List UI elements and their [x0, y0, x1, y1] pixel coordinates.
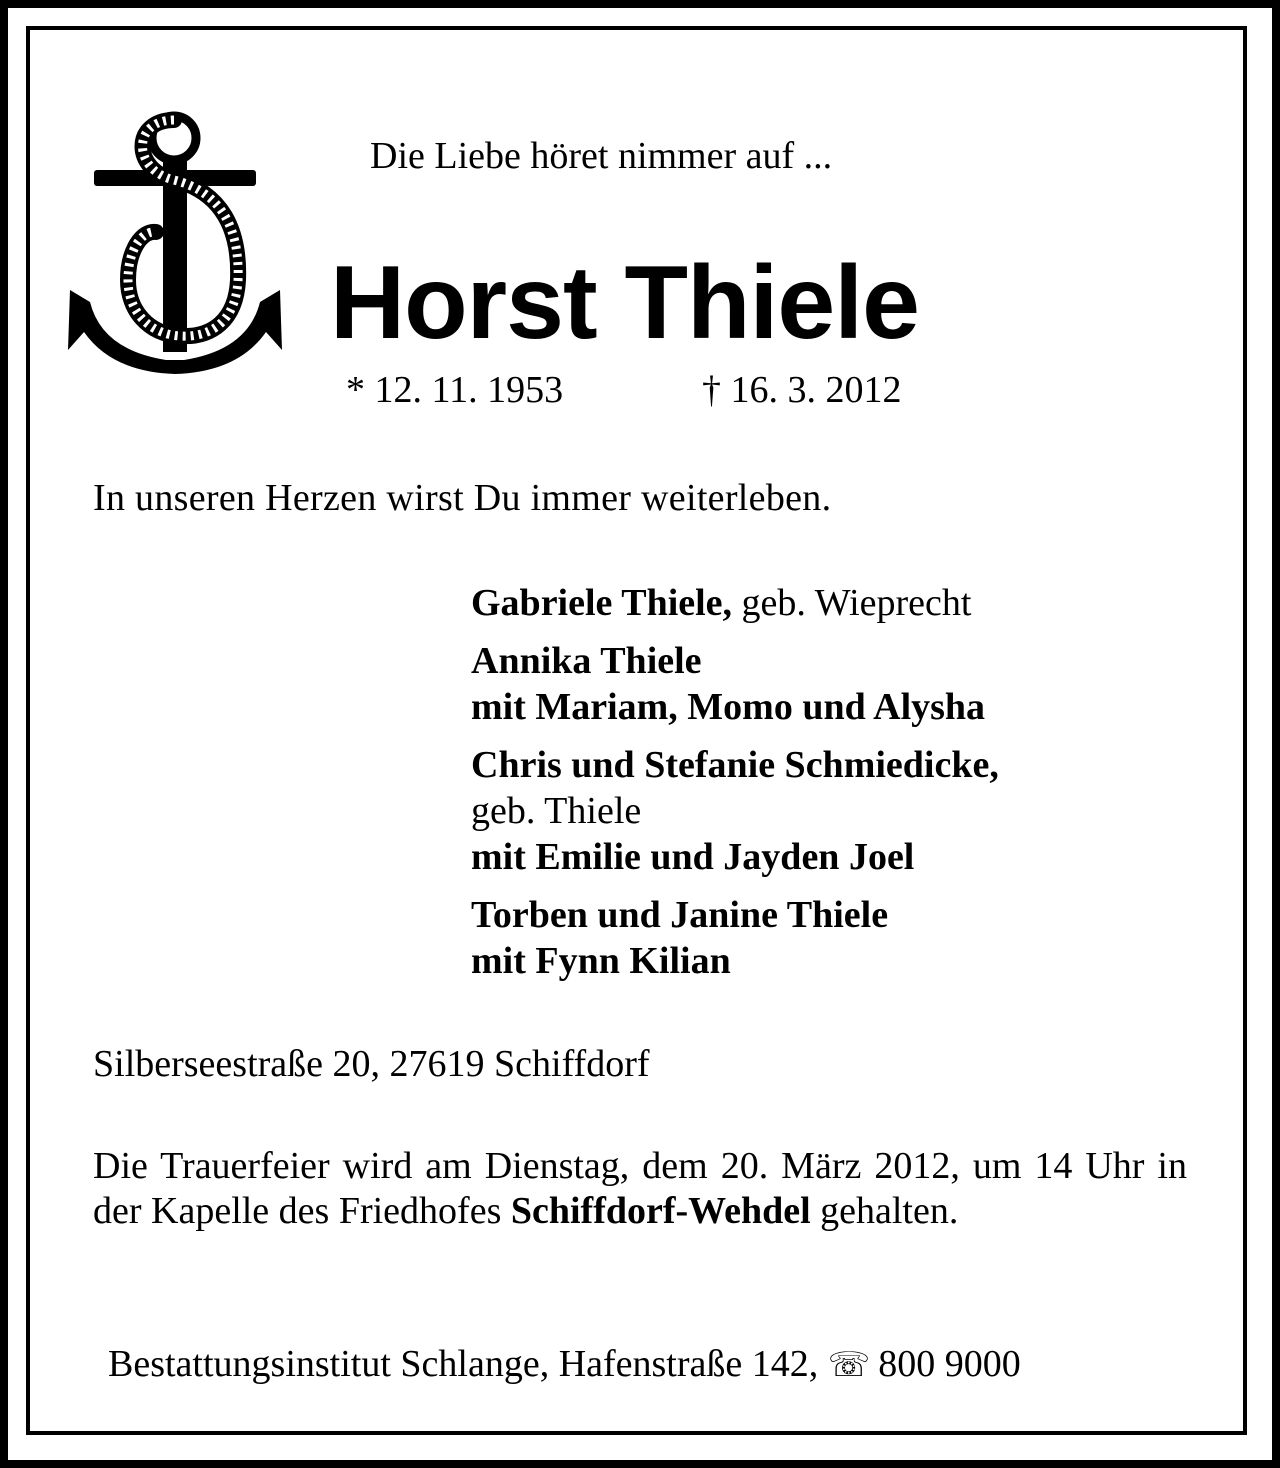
- mourner-name: mit Fynn Kilian: [471, 940, 731, 982]
- notice-page: [8, 8, 1272, 1460]
- death-date: † 16. 3. 2012: [702, 369, 902, 411]
- telephone-icon: ☏: [827, 1347, 871, 1384]
- mourner-line: [471, 742, 999, 788]
- mourner-detail: geb. Thiele: [471, 790, 642, 832]
- mourners-list: [471, 580, 999, 996]
- funeral-home-text: Bestattungsinstitut Schlange, Hafenstraße 142,: [108, 1343, 819, 1385]
- family-address: Silberseestraße 20, 27619 Schiffdorf: [93, 1043, 650, 1085]
- mourner-name: Gabriele Thiele,: [471, 582, 733, 624]
- mourner-group: [471, 742, 999, 880]
- mourner-group: [471, 580, 999, 626]
- mourner-line: [471, 684, 999, 730]
- mourner-line: [471, 834, 999, 880]
- mourner-line: [471, 788, 999, 834]
- mourner-name: Annika Thiele: [471, 640, 702, 682]
- mourner-group: [471, 638, 999, 730]
- service-text-end: gehalten.: [810, 1190, 959, 1232]
- service-location: Schiffdorf-Wehdel: [510, 1190, 811, 1232]
- mourner-detail: geb. Wieprecht: [732, 582, 972, 624]
- service-info: [93, 1144, 1187, 1234]
- tribute-text: In unseren Herzen wirst Du immer weiterleben.: [93, 477, 832, 519]
- mourner-line: [471, 892, 999, 938]
- funeral-home-phone: 800 9000: [878, 1343, 1021, 1385]
- mourner-line: [471, 938, 999, 984]
- mourner-name: Torben und Janine Thiele: [471, 894, 889, 936]
- service-text: Die Trauerfeier wird am Dienstag, dem 20. März 2012, um 14 Uhr in der Kapelle des Friedhofes: [93, 1145, 1187, 1232]
- anchor-icon: [62, 110, 292, 380]
- mourner-name: Chris und Stefanie Schmiedicke,: [471, 744, 999, 786]
- deceased-name: Horst Thiele: [330, 245, 919, 361]
- mourner-line: [471, 580, 999, 626]
- birth-date: * 12. 11. 1953: [346, 369, 564, 411]
- funeral-home: [108, 1342, 1021, 1386]
- mourner-line: [471, 638, 999, 684]
- mourner-name: mit Mariam, Momo und Alysha: [471, 686, 986, 728]
- motto: Die Liebe höret nimmer auf ...: [370, 135, 833, 177]
- mourner-group: [471, 892, 999, 984]
- mourner-name: mit Emilie und Jayden Joel: [471, 836, 915, 878]
